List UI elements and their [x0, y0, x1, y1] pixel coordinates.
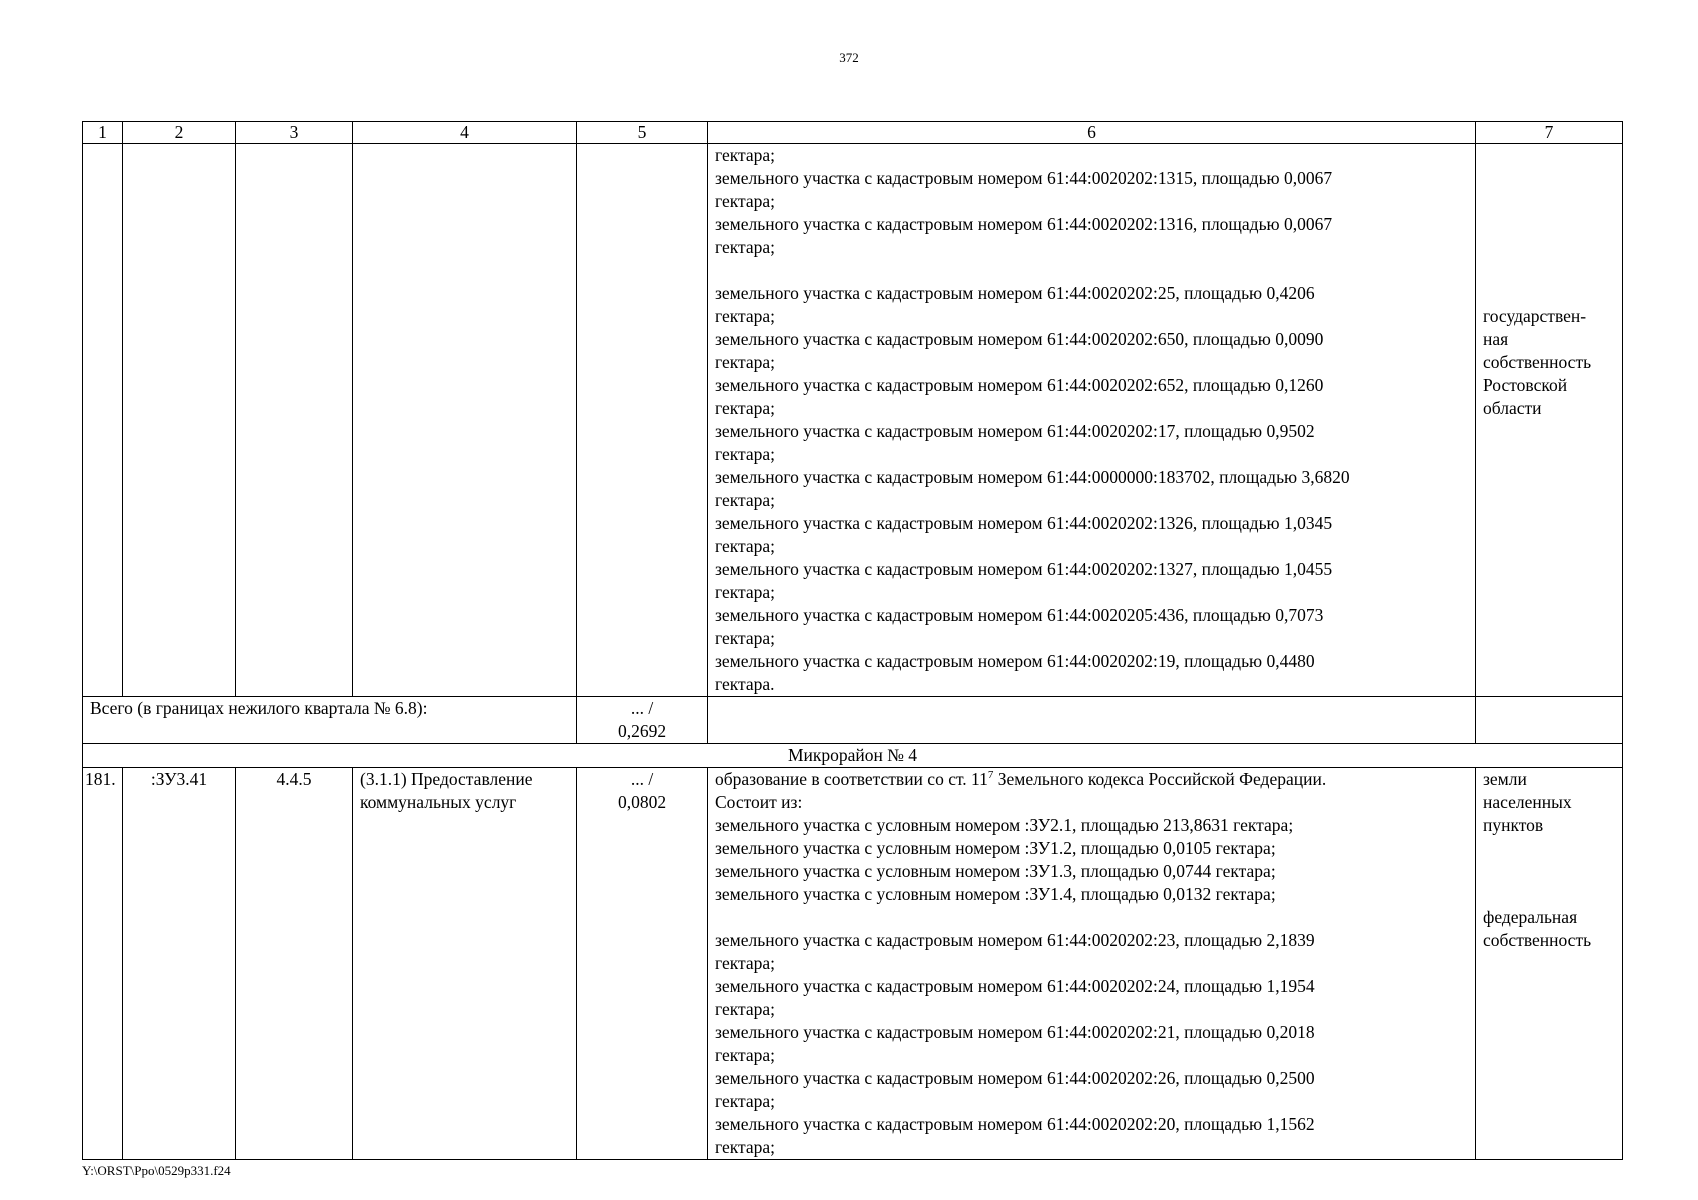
ownership-cell: [1476, 144, 1623, 697]
ownership-line: Ростовской: [1483, 375, 1568, 395]
empty-cell: [708, 697, 1476, 744]
composition-line: гектара;: [715, 1045, 775, 1065]
vri-code: 4.4.5: [236, 768, 353, 1160]
table-header-row: [83, 122, 1623, 144]
ownership-line: государствен-: [1483, 306, 1587, 326]
land-plots-table: [82, 121, 1623, 1160]
ownership-line: ная: [1483, 329, 1509, 349]
composition-line: гектара;: [715, 582, 775, 602]
empty-cell: [577, 144, 708, 697]
header-cell: 6: [708, 122, 1476, 144]
composition-lines-top: [715, 791, 1468, 906]
total-label: Всего (в границах нежилого квартала № 6.8):: [83, 697, 577, 744]
section-row: [83, 744, 1623, 768]
empty-cell: [353, 144, 577, 697]
composition-line: гектара;: [715, 536, 775, 556]
vri-name: (3.1.1) Предоставление коммунальных услуг: [353, 768, 577, 1160]
composition-lines-top: [715, 144, 1468, 259]
composition-lines-bottom: [715, 929, 1468, 1159]
continued-row: [83, 144, 1623, 697]
composition-line: гектара;: [715, 398, 775, 418]
ownership-line: собственность: [1483, 352, 1592, 372]
composition-line: Состоит из:: [715, 792, 803, 812]
plot-composition-cell: [708, 144, 1476, 697]
composition-line: земельного участка с кадастровым номером 61:44:0020202:17, площадью 0,9502: [715, 421, 1315, 441]
composition-line: земельного участка с кадастровым номером 61:44:0020202:1315, площадью 0,0067: [715, 168, 1333, 188]
total-row: [83, 697, 1623, 744]
page-number: 372: [839, 50, 859, 65]
composition-line: земельного участка с условным номером :ЗУ1.4, площадью 0,0132 гектара;: [715, 884, 1276, 904]
empty-cell: [1476, 697, 1623, 744]
composition-line: земельного участка с кадастровым номером 61:44:0020202:26, площадью 0,2500: [715, 1068, 1315, 1088]
header-cell: 3: [236, 122, 353, 144]
composition-line: земельного участка с кадастровым номером 61:44:0020202:20, площадью 1,1562: [715, 1114, 1315, 1134]
composition-line: гектара;: [715, 191, 775, 211]
plot-area-line1: ... /: [630, 769, 654, 789]
composition-line: гектара;: [715, 145, 775, 165]
plot-composition-cell: [708, 768, 1476, 1160]
header-cell: 5: [577, 122, 708, 144]
composition-line: гектара.: [715, 674, 775, 694]
ownership-line: федеральная: [1483, 907, 1578, 927]
plot-code: :ЗУ3.41: [123, 768, 236, 1160]
ownership-lines: [1483, 906, 1615, 952]
composition-line: земельного участка с условным номером :ЗУ2.1, площадью 213,8631 гектара;: [715, 815, 1294, 835]
composition-line: гектара;: [715, 444, 775, 464]
header-cell: 1: [83, 122, 123, 144]
category-line: земли: [1483, 769, 1527, 789]
ownership-lines: [1483, 305, 1615, 420]
composition-line: гектара;: [715, 306, 775, 326]
total-value-line2: 0,2692: [617, 721, 667, 741]
header-cell: 7: [1476, 122, 1623, 144]
category-lines: [1483, 768, 1615, 837]
composition-line: земельного участка с кадастровым номером 61:44:0020202:1316, площадью 0,0067: [715, 214, 1333, 234]
empty-cell: [83, 144, 123, 697]
table-row: [83, 768, 1623, 1160]
plot-area: [577, 768, 708, 1160]
composition-line: гектара;: [715, 999, 775, 1019]
ownership-line: области: [1483, 398, 1542, 418]
composition-line: гектара;: [715, 953, 775, 973]
composition-line: гектара;: [715, 490, 775, 510]
ownership-line: собственность: [1483, 930, 1592, 950]
row-number: 181.: [83, 768, 123, 1160]
ownership-cell: [1476, 768, 1623, 1160]
composition-line: земельного участка с кадастровым номером 61:44:0020205:436, площадью 0,7073: [715, 605, 1324, 625]
composition-line: земельного участка с кадастровым номером 61:44:0020202:650, площадью 0,0090: [715, 329, 1324, 349]
composition-line: гектара;: [715, 237, 775, 257]
composition-lines-bottom: [715, 282, 1468, 696]
composition-line: земельного участка с условным номером :ЗУ1.2, площадью 0,0105 гектара;: [715, 838, 1276, 858]
category-line: пунктов: [1483, 815, 1544, 835]
total-value: [577, 697, 708, 744]
file-path-footer: Y:\ORST\Ppo\0529p331.f24: [82, 1163, 231, 1178]
composition-line: земельного участка с условным номером :ЗУ1.3, площадью 0,0744 гектара;: [715, 861, 1276, 881]
section-title: Микрорайон № 4: [83, 744, 1623, 768]
composition-line: земельного участка с кадастровым номером 61:44:0020202:21, площадью 0,2018: [715, 1022, 1315, 1042]
composition-line: земельного участка с кадастровым номером 61:44:0020202:19, площадью 0,4480: [715, 651, 1315, 671]
empty-cell: [236, 144, 353, 697]
plot-area-line2: 0,0802: [617, 792, 667, 812]
total-value-line1: ... /: [630, 698, 654, 718]
composition-line: земельного участка с кадастровым номером 61:44:0020202:1327, площадью 1,0455: [715, 559, 1333, 579]
composition-first-line: образование в соответствии со ст. $11^7$ Земельного кодекса Российской Федерации.: [715, 769, 1327, 789]
composition-line: гектара;: [715, 1137, 775, 1157]
composition-line: земельного участка с кадастровым номером 61:44:0020202:25, площадью 0,4206: [715, 283, 1315, 303]
composition-line: гектара;: [715, 1091, 775, 1111]
composition-line: гектара;: [715, 628, 775, 648]
composition-line: земельного участка с кадастровым номером 61:44:0020202:1326, площадью 1,0345: [715, 513, 1333, 533]
composition-line: земельного участка с кадастровым номером 61:44:0020202:23, площадью 2,1839: [715, 930, 1315, 950]
empty-cell: [123, 144, 236, 697]
composition-line: земельного участка с кадастровым номером 61:44:0000000:183702, площадью 3,6820: [715, 467, 1350, 487]
composition-line: земельного участка с кадастровым номером 61:44:0020202:24, площадью 1,1954: [715, 976, 1315, 996]
composition-line: земельного участка с кадастровым номером 61:44:0020202:652, площадью 0,1260: [715, 375, 1324, 395]
composition-line: гектара;: [715, 352, 775, 372]
category-line: населенных: [1483, 792, 1572, 812]
header-cell: 4: [353, 122, 577, 144]
header-cell: 2: [123, 122, 236, 144]
